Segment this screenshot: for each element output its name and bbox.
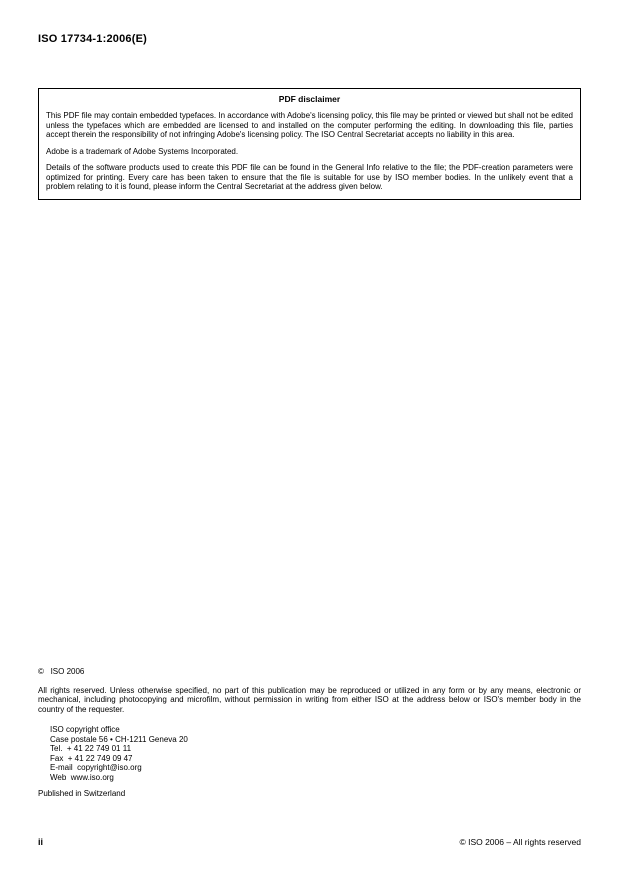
address-line-fax: Fax + 41 22 749 09 47	[50, 753, 133, 763]
address-line-web: Web www.iso.org	[50, 772, 114, 782]
page-number: ii	[38, 837, 44, 847]
address-line-office: ISO copyright office	[50, 725, 120, 734]
page-title: ISO 17734-1:2006(E)	[38, 33, 147, 45]
disclaimer-paragraph-2: Adobe is a trademark of Adobe Systems Incorporated.	[46, 146, 239, 156]
disclaimer-paragraph-1: This PDF file may contain embedded typefaces. In accordance with Adobe's licensing policy, this file may be printed or viewed but shall not be edited unless the typefaces which are embedded are licensed to and installed on the computer performing the editing. In downloading this file, parties accept therein the responsibility of not infringing Adobe's licensing policy. The ISO Central Secretariat accepts no liability in this area.	[46, 111, 573, 139]
address-line-tel: Tel. + 41 22 749 01 11	[50, 744, 132, 753]
address-line-email: E-mail copyright@iso.org	[50, 763, 142, 772]
copyright-address	[50, 725, 581, 782]
copyright-section	[38, 667, 581, 799]
published-line: Published in Switzerland	[38, 789, 126, 798]
copyright-notice: All rights reserved. Unless otherwise specified, no part of this publication may be reproduced or utilized in any form or by any means, electronic or mechanical, including photocopying and microfilm, without permission in writing from either ISO at the address below or ISO's member body in the country of the requester.	[38, 685, 581, 714]
page-footer	[38, 837, 581, 847]
address-line-postal: Case postale 56 • CH-1211 Geneva 20	[50, 734, 188, 744]
copyright-year-line: © ISO 2006	[38, 667, 85, 676]
pdf-disclaimer-box	[38, 88, 581, 200]
disclaimer-paragraph-3: Details of the software products used to create this PDF file can be found in the General Info relative to the file; the PDF-creation parameters were optimized for printing. Every care has been taken to ensure that the file is suitable for use by ISO member bodies. In the unlikely event that a problem relating to it is found, please inform the Central Secretariat at the address given below.	[46, 163, 573, 191]
disclaimer-title: PDF disclaimer	[278, 94, 341, 104]
footer-copyright: © ISO 2006 – All rights reserved	[459, 837, 581, 847]
